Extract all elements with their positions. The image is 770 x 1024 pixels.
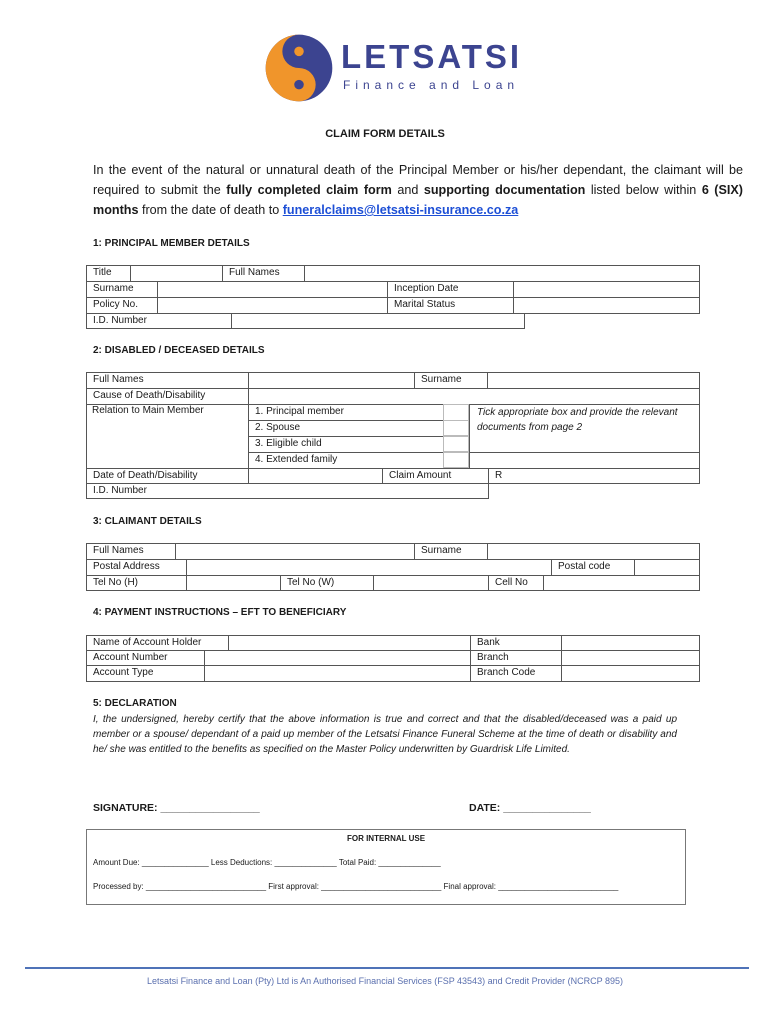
relation-checkbox-4[interactable]	[443, 452, 469, 468]
intro-text: from the date of death to	[138, 203, 283, 217]
account-holder-label: Name of Account Holder	[86, 635, 229, 651]
bank-label: Bank	[470, 635, 562, 651]
cell-no-input[interactable]	[543, 575, 700, 591]
account-type-label: Account Type	[86, 665, 205, 682]
deceased-surname-label: Surname	[414, 372, 488, 389]
row-divider	[470, 452, 700, 453]
intro-bold: 6 (SIX) months	[93, 183, 743, 217]
id-number-input[interactable]	[231, 313, 525, 329]
footer-divider	[25, 967, 749, 969]
claimant-surname-label: Surname	[414, 543, 488, 560]
section-4-heading: 4: PAYMENT INSTRUCTIONS – EFT TO BENEFICIARY	[93, 607, 347, 618]
deceased-full-names-label: Full Names	[86, 372, 249, 389]
claim-amount-input[interactable]: R	[488, 468, 700, 484]
account-type-input[interactable]	[204, 665, 471, 682]
tick-instruction-note: Tick appropriate box and provide the relevant documents from page 2	[477, 407, 678, 433]
declaration-text: I, the undersigned, hereby certify that the above information is true and correct and that the disabled/deceased was a paid up member or a spouse/ dependant of a paid up member of the Letsatsi Finance Funeral Scheme at the time of death or disability and he/ she was entitled to the benefits as specified on the Master Policy underwritten by Guardrisk Life Limited.	[93, 714, 677, 755]
yin-yang-logo-icon	[265, 34, 333, 102]
relation-checkbox-3[interactable]	[443, 436, 469, 452]
signature-line[interactable]: SIGNATURE: _________________	[93, 802, 260, 814]
marital-status-label: Marital Status	[387, 297, 514, 314]
date-of-death-input[interactable]	[248, 468, 383, 484]
deceased-surname-input[interactable]	[487, 372, 700, 389]
cell-no-label: Cell No	[488, 575, 544, 591]
branch-input[interactable]	[561, 650, 700, 666]
claimant-full-names-input[interactable]	[175, 543, 415, 560]
relation-option-2: 2. Spouse	[248, 420, 470, 437]
internal-approvals-line: Processed by: ___________________________ First approval: ___________________________ Final approval: ___________________________	[93, 882, 619, 891]
deceased-id-label: I.D. Number	[86, 483, 489, 499]
intro-text: In the event of the natural or unnatural death of the Principal Member or his/her dependant, the claimant will be required to submit the	[93, 163, 743, 197]
tel-home-input[interactable]	[186, 575, 281, 591]
tel-work-label: Tel No (W)	[280, 575, 374, 591]
inception-date-label: Inception Date	[387, 281, 514, 298]
section-2-heading: 2: DISABLED / DECEASED DETAILS	[93, 345, 265, 356]
logo-wordmark: LETSATSI	[341, 38, 523, 75]
title-input[interactable]	[130, 265, 223, 282]
logo-tagline: Finance and Loan	[343, 78, 520, 92]
section-5-heading: 5: DECLARATION	[93, 698, 177, 709]
relation-checkbox-2[interactable]	[443, 420, 469, 436]
postal-address-input[interactable]	[186, 559, 552, 576]
postal-code-label: Postal code	[551, 559, 635, 576]
marital-status-input[interactable]	[513, 297, 700, 314]
intro-bold: fully completed claim form	[226, 183, 392, 197]
cause-label: Cause of Death/Disability	[86, 388, 249, 405]
date-line[interactable]: DATE: _______________	[469, 802, 591, 814]
relation-option-4: 4. Extended family	[248, 452, 470, 469]
relation-option-3: 3. Eligible child	[248, 436, 470, 453]
full-names-input[interactable]	[304, 265, 700, 282]
claimant-full-names-label: Full Names	[86, 543, 176, 560]
page-title: CLAIM FORM DETAILS	[325, 128, 445, 140]
inception-date-input[interactable]	[513, 281, 700, 298]
internal-use-title: FOR INTERNAL USE	[346, 834, 426, 843]
intro-paragraph	[93, 160, 743, 220]
relation-label: Relation to Main Member	[92, 405, 204, 416]
deceased-full-names-input[interactable]	[248, 372, 415, 389]
tel-home-label: Tel No (H)	[86, 575, 187, 591]
account-holder-input[interactable]	[228, 635, 471, 651]
relation-checkbox-1[interactable]	[443, 404, 469, 421]
claim-amount-label: Claim Amount	[382, 468, 489, 484]
section-1-heading: 1: PRINCIPAL MEMBER DETAILS	[93, 238, 250, 249]
branch-label: Branch	[470, 650, 562, 666]
postal-code-input[interactable]	[634, 559, 700, 576]
bank-input[interactable]	[561, 635, 700, 651]
branch-code-input[interactable]	[561, 665, 700, 682]
surname-label: Surname	[86, 281, 158, 298]
section-3-heading: 3: CLAIMANT DETAILS	[93, 516, 202, 527]
claimant-surname-input[interactable]	[487, 543, 700, 560]
branch-code-label: Branch Code	[470, 665, 562, 682]
internal-amounts-line: Amount Due: _______________ Less Deductions: ______________ Total Paid: ______________	[93, 858, 441, 867]
account-number-input[interactable]	[204, 650, 471, 666]
cause-input[interactable]	[248, 388, 700, 405]
full-names-label: Full Names	[222, 265, 305, 282]
company-logo	[265, 34, 545, 102]
policy-no-input[interactable]	[157, 297, 388, 314]
account-number-label: Account Number	[86, 650, 205, 666]
intro-text: and	[391, 183, 424, 197]
surname-input[interactable]	[157, 281, 388, 298]
tel-work-input[interactable]	[373, 575, 489, 591]
intro-bold: supporting documentation	[423, 183, 586, 197]
id-number-label: I.D. Number	[86, 313, 232, 329]
relation-option-1: 1. Principal member	[248, 404, 470, 421]
postal-address-label: Postal Address	[86, 559, 187, 576]
policy-no-label: Policy No.	[86, 297, 158, 314]
footer-text: Letsatsi Finance and Loan (Pty) Ltd is An Authorised Financial Services (FSP 43543) and Credit Provider (NCRCP 895)	[147, 976, 623, 986]
claims-email-link[interactable]: funeralclaims@letsatsi-insurance.co.za	[282, 203, 519, 217]
date-of-death-label: Date of Death/Disability	[86, 468, 249, 484]
title-label: Title	[86, 265, 131, 282]
intro-text: listed below within	[585, 183, 702, 197]
internal-use-box	[86, 829, 686, 905]
